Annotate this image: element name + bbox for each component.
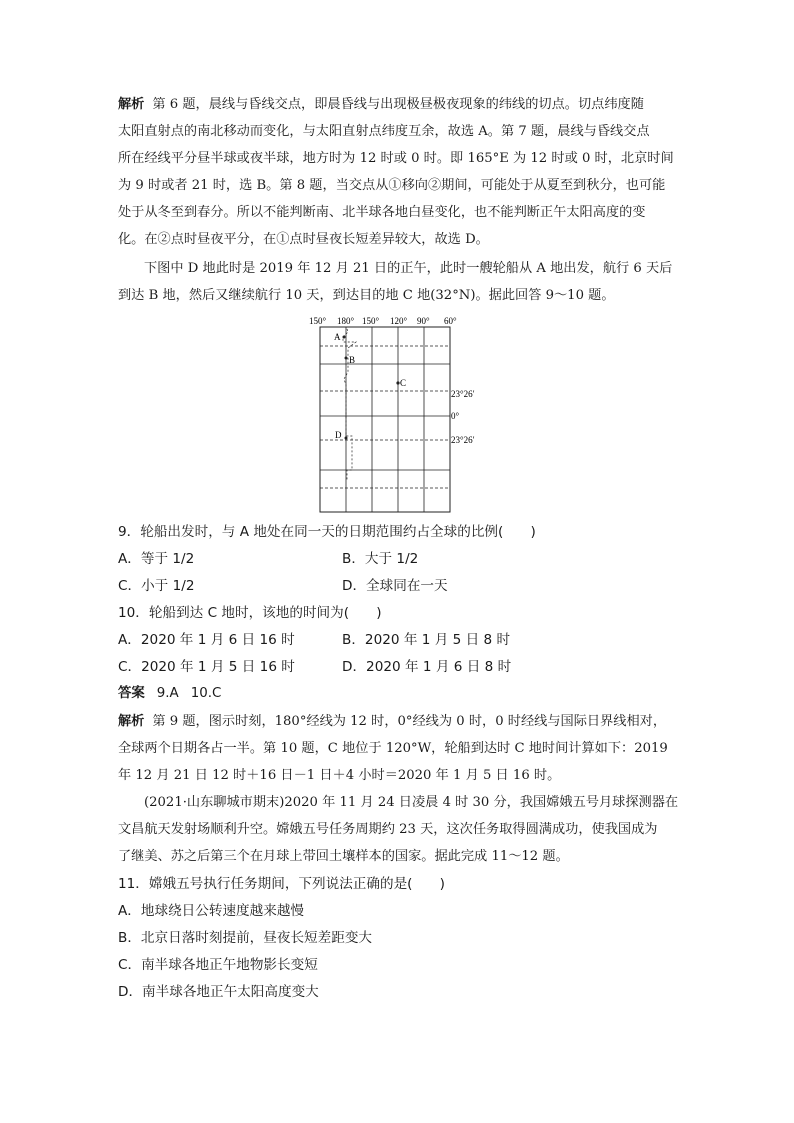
lon-label: 120° bbox=[390, 316, 408, 326]
analysis-line-3: 所在经线平分昼半球或夜半球，地方时为 12 时或 0 时。即 165°E 为 12 时或 0 时，北京时间 bbox=[118, 151, 674, 166]
point-a-dot bbox=[343, 336, 346, 339]
q9-option-b[interactable]: B．大于 1/2 bbox=[342, 551, 419, 567]
analysis2-line-2: 全球两个日期各占一半。第 10 题，C 地位于 120°W，轮船到达时 C 地时间计算如下：2019 bbox=[118, 741, 668, 756]
intro3-line-3: 了继美、苏之后第三个在月球上带回土壤样本的国家。据此完成 11～12 题。 bbox=[118, 849, 569, 864]
point-b-dot bbox=[345, 357, 348, 360]
analysis-line-4: 为 9 时或者 21 时，选 B。第 8 题，当交点从①移向②期间，可能处于从夏至到秋分，也可能 bbox=[118, 178, 666, 193]
intro3-line-1: (2021·山东聊城市期末)2020 年 11 月 24 日凌晨 4 时 30 分，我国嫦娥五号月球探测器在 bbox=[144, 795, 679, 810]
q9-option-c[interactable]: C．小于 1/2 bbox=[118, 578, 195, 594]
q10-option-c[interactable]: C．2020 年 1 月 5 日 16 时 bbox=[118, 659, 295, 675]
q10-option-d[interactable]: D．2020 年 1 月 6 日 8 时 bbox=[342, 659, 512, 675]
q11-stem: 11．嫦娥五号执行任务期间，下列说法正确的是( ) bbox=[118, 876, 445, 892]
lon-label: 150° bbox=[309, 316, 327, 326]
analysis-line-5: 处于从冬至到春分。所以不能判断南、北半球各地白昼变化，也不能判断正午太阳高度的变 bbox=[118, 205, 646, 220]
intro3-line-2: 文昌航天发射场顺利升空。嫦娥五号任务周期约 23 天，这次任务取得圆满成功，使我国成为 bbox=[118, 822, 658, 837]
q11-option-c[interactable]: C．南半球各地正午地物影长变短 bbox=[118, 957, 318, 973]
q11-option-b[interactable]: B．北京日落时刻提前，昼夜长短差距变大 bbox=[118, 930, 373, 946]
point-d-dot bbox=[345, 437, 348, 440]
lat-label: 23°26′ bbox=[451, 435, 475, 445]
q10-stem: 10．轮船到达 C 地时，该地的时间为( ) bbox=[118, 605, 382, 621]
analysis-text: 第 9 题，图示时刻，180°经线为 12 时，0°经线为 0 时，0 时经线与国际日界线相对， bbox=[152, 714, 667, 729]
intro-line-2: 到达 B 地，然后又继续航行 10 天，到达目的地 C 地(32°N)。据此回答 9～10 题。 bbox=[118, 288, 615, 303]
lon-label: 150° bbox=[362, 316, 380, 326]
lon-label: 90° bbox=[417, 316, 430, 326]
answer-label: 答案 bbox=[118, 686, 145, 701]
analysis-line-2: 太阳直射点的南北移动而变化，与太阳直射点纬度互余，故选 A。第 7 题，晨线与昏线交点 bbox=[118, 124, 650, 139]
analysis2-line-3: 年 12 月 21 日 12 时＋16 日－1 日＋4 小时＝2020 年 1 月 5 日 16 时。 bbox=[118, 768, 561, 783]
longitude-latitude-map bbox=[305, 312, 505, 517]
analysis-text: 第 6 题，晨线与昏线交点，即晨昏线与出现极昼极夜现象的纬线的切点。切点纬度随 bbox=[152, 97, 644, 112]
lat-label: 0° bbox=[451, 411, 460, 421]
lon-label: 180° bbox=[337, 316, 355, 326]
lat-label: 23°26′ bbox=[451, 389, 475, 399]
lon-label: 60° bbox=[444, 316, 457, 326]
q11-option-d[interactable]: D．南半球各地正午太阳高度变大 bbox=[118, 984, 319, 1000]
analysis-tag: 解析 bbox=[118, 714, 145, 729]
answer-value: 9.A bbox=[156, 686, 179, 701]
analysis2-line-1 bbox=[118, 713, 678, 731]
intro-line-1: 下图中 D 地此时是 2019 年 12 月 21 日的正午，此时一艘轮船从 A 地出发，航行 6 天后 bbox=[144, 261, 673, 276]
point-d-label: D bbox=[335, 430, 342, 440]
q9-stem: 9．轮船出发时，与 A 地处在同一天的日期范围约占全球的比例( ) bbox=[118, 524, 536, 540]
date-line bbox=[343, 329, 356, 480]
q10-option-b[interactable]: B．2020 年 1 月 5 日 8 时 bbox=[342, 632, 511, 648]
q10-option-a[interactable]: A．2020 年 1 月 6 日 16 时 bbox=[118, 632, 295, 648]
q11-option-a[interactable]: A．地球绕日公转速度越来越慢 bbox=[118, 903, 305, 919]
answer-row bbox=[118, 685, 233, 703]
analysis-line-6: 化。在②点时昼夜平分，在①点时昼夜长短差异较大，故选 D。 bbox=[118, 232, 489, 247]
answer-value: 10.C bbox=[190, 686, 222, 701]
analysis-tag: 解析 bbox=[118, 97, 145, 112]
q9-option-a[interactable]: A．等于 1/2 bbox=[118, 551, 195, 567]
q9-option-d[interactable]: D．全球同在一天 bbox=[342, 578, 448, 594]
point-a-label: A bbox=[334, 332, 341, 342]
point-c-label: C bbox=[400, 378, 407, 388]
analysis-line-1 bbox=[118, 96, 678, 114]
point-b-label: B bbox=[349, 355, 356, 365]
map-frame bbox=[320, 327, 450, 512]
